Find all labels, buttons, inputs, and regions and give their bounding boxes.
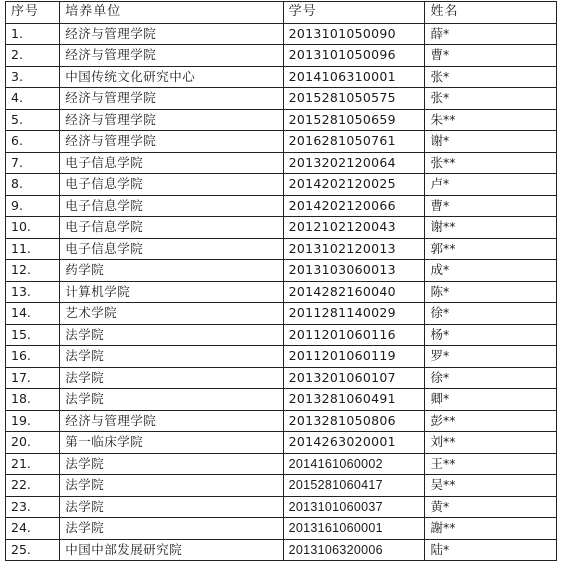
- cell-student-id: 2013102120013: [283, 238, 425, 260]
- cell-index: 2.: [6, 45, 60, 67]
- cell-name: 陆*: [425, 539, 557, 561]
- cell-student-id: 2015281060417: [283, 475, 425, 497]
- cell-index: 17.: [6, 367, 60, 389]
- cell-index: 8.: [6, 174, 60, 196]
- cell-index: 20.: [6, 432, 60, 454]
- cell-student-id: 2012102120043: [283, 217, 425, 239]
- cell-name: 朱**: [425, 109, 557, 131]
- cell-index: 21.: [6, 453, 60, 475]
- cell-student-id: 2015281050575: [283, 88, 425, 110]
- cell-student-id: 2011201060119: [283, 346, 425, 368]
- cell-index: 24.: [6, 518, 60, 540]
- cell-unit: 法学院: [60, 453, 283, 475]
- cell-unit: 经济与管理学院: [60, 45, 283, 67]
- table-row: [6, 152, 557, 174]
- table-row: [6, 410, 557, 432]
- cell-unit: 法学院: [60, 475, 283, 497]
- table-row: [6, 453, 557, 475]
- header-name: 姓名: [425, 2, 557, 24]
- cell-student-id: 2014202120066: [283, 195, 425, 217]
- cell-unit: 法学院: [60, 324, 283, 346]
- cell-unit: 经济与管理学院: [60, 131, 283, 153]
- table-row: [6, 23, 557, 45]
- cell-name: 刘**: [425, 432, 557, 454]
- table-row: [6, 109, 557, 131]
- cell-index: 19.: [6, 410, 60, 432]
- cell-student-id: 2013101050096: [283, 45, 425, 67]
- cell-name: 曹*: [425, 195, 557, 217]
- table-row: [6, 518, 557, 540]
- header-student-id: 学号: [283, 2, 425, 24]
- cell-index: 15.: [6, 324, 60, 346]
- cell-student-id: 2013101050090: [283, 23, 425, 45]
- table-row: [6, 367, 557, 389]
- table-body: [6, 23, 557, 561]
- table-row: [6, 131, 557, 153]
- table-row: [6, 238, 557, 260]
- table-row: [6, 217, 557, 239]
- table-row: [6, 324, 557, 346]
- cell-unit: 法学院: [60, 367, 283, 389]
- table-row: [6, 539, 557, 561]
- cell-name: 罗*: [425, 346, 557, 368]
- cell-index: 5.: [6, 109, 60, 131]
- cell-name: 曹*: [425, 45, 557, 67]
- cell-student-id: 2013281050806: [283, 410, 425, 432]
- cell-unit: 艺术学院: [60, 303, 283, 325]
- cell-student-id: 2013106320006: [283, 539, 425, 561]
- cell-student-id: 2014106310001: [283, 66, 425, 88]
- cell-unit: 第一临床学院: [60, 432, 283, 454]
- cell-unit: 电子信息学院: [60, 217, 283, 239]
- cell-index: 11.: [6, 238, 60, 260]
- table-row: [6, 432, 557, 454]
- cell-index: 14.: [6, 303, 60, 325]
- cell-name: 卿*: [425, 389, 557, 411]
- cell-student-id: 2011281140029: [283, 303, 425, 325]
- cell-student-id: 2016281050761: [283, 131, 425, 153]
- cell-index: 7.: [6, 152, 60, 174]
- table-row: [6, 281, 557, 303]
- cell-index: 18.: [6, 389, 60, 411]
- cell-name: 黄*: [425, 496, 557, 518]
- cell-student-id: 2014202120025: [283, 174, 425, 196]
- cell-index: 6.: [6, 131, 60, 153]
- cell-student-id: 2014263020001: [283, 432, 425, 454]
- cell-index: 3.: [6, 66, 60, 88]
- cell-student-id: 2015281050659: [283, 109, 425, 131]
- cell-index: 22.: [6, 475, 60, 497]
- cell-unit: 中国传统文化研究中心: [60, 66, 283, 88]
- cell-unit: 电子信息学院: [60, 195, 283, 217]
- cell-name: 徐*: [425, 303, 557, 325]
- cell-name: 杨*: [425, 324, 557, 346]
- cell-name: 吴**: [425, 475, 557, 497]
- cell-index: 12.: [6, 260, 60, 282]
- cell-index: 23.: [6, 496, 60, 518]
- cell-unit: 计算机学院: [60, 281, 283, 303]
- cell-unit: 法学院: [60, 346, 283, 368]
- table-header-row: [6, 2, 557, 24]
- cell-name: 张*: [425, 66, 557, 88]
- cell-index: 25.: [6, 539, 60, 561]
- cell-unit: 药学院: [60, 260, 283, 282]
- cell-index: 10.: [6, 217, 60, 239]
- table-row: [6, 88, 557, 110]
- cell-name: 薛*: [425, 23, 557, 45]
- cell-name: 郭**: [425, 238, 557, 260]
- table-row: [6, 496, 557, 518]
- cell-unit: 法学院: [60, 518, 283, 540]
- cell-index: 1.: [6, 23, 60, 45]
- cell-unit: 电子信息学院: [60, 238, 283, 260]
- cell-name: 王**: [425, 453, 557, 475]
- cell-unit: 法学院: [60, 496, 283, 518]
- cell-student-id: 2013103060013: [283, 260, 425, 282]
- cell-unit: 中国中部发展研究院: [60, 539, 283, 561]
- header-index: 序号: [6, 2, 60, 24]
- table-row: [6, 195, 557, 217]
- cell-student-id: 2011201060116: [283, 324, 425, 346]
- cell-name: 陈*: [425, 281, 557, 303]
- cell-student-id: 2013101060037: [283, 496, 425, 518]
- cell-name: 彭**: [425, 410, 557, 432]
- cell-student-id: 2013201060107: [283, 367, 425, 389]
- cell-name: 徐*: [425, 367, 557, 389]
- cell-name: 成*: [425, 260, 557, 282]
- cell-student-id: 2013202120064: [283, 152, 425, 174]
- table-row: [6, 389, 557, 411]
- cell-unit: 经济与管理学院: [60, 109, 283, 131]
- cell-index: 9.: [6, 195, 60, 217]
- table-row: [6, 66, 557, 88]
- cell-unit: 经济与管理学院: [60, 410, 283, 432]
- cell-index: 4.: [6, 88, 60, 110]
- cell-student-id: 2014161060002: [283, 453, 425, 475]
- table-row: [6, 45, 557, 67]
- cell-index: 13.: [6, 281, 60, 303]
- cell-student-id: 2013281060491: [283, 389, 425, 411]
- table-row: [6, 260, 557, 282]
- header-unit: 培养单位: [60, 2, 283, 24]
- cell-unit: 经济与管理学院: [60, 88, 283, 110]
- cell-student-id: 2013161060001: [283, 518, 425, 540]
- cell-unit: 法学院: [60, 389, 283, 411]
- table-row: [6, 475, 557, 497]
- cell-unit: 电子信息学院: [60, 174, 283, 196]
- cell-unit: 经济与管理学院: [60, 23, 283, 45]
- cell-name: 谢*: [425, 131, 557, 153]
- cell-name: 张*: [425, 88, 557, 110]
- table-row: [6, 303, 557, 325]
- cell-name: 谢**: [425, 217, 557, 239]
- cell-name: 卢*: [425, 174, 557, 196]
- cell-name: 謝**: [425, 518, 557, 540]
- table-row: [6, 174, 557, 196]
- cell-student-id: 2014282160040: [283, 281, 425, 303]
- table-row: [6, 346, 557, 368]
- student-roster-table: [5, 1, 557, 561]
- cell-unit: 电子信息学院: [60, 152, 283, 174]
- cell-name: 张**: [425, 152, 557, 174]
- cell-index: 16.: [6, 346, 60, 368]
